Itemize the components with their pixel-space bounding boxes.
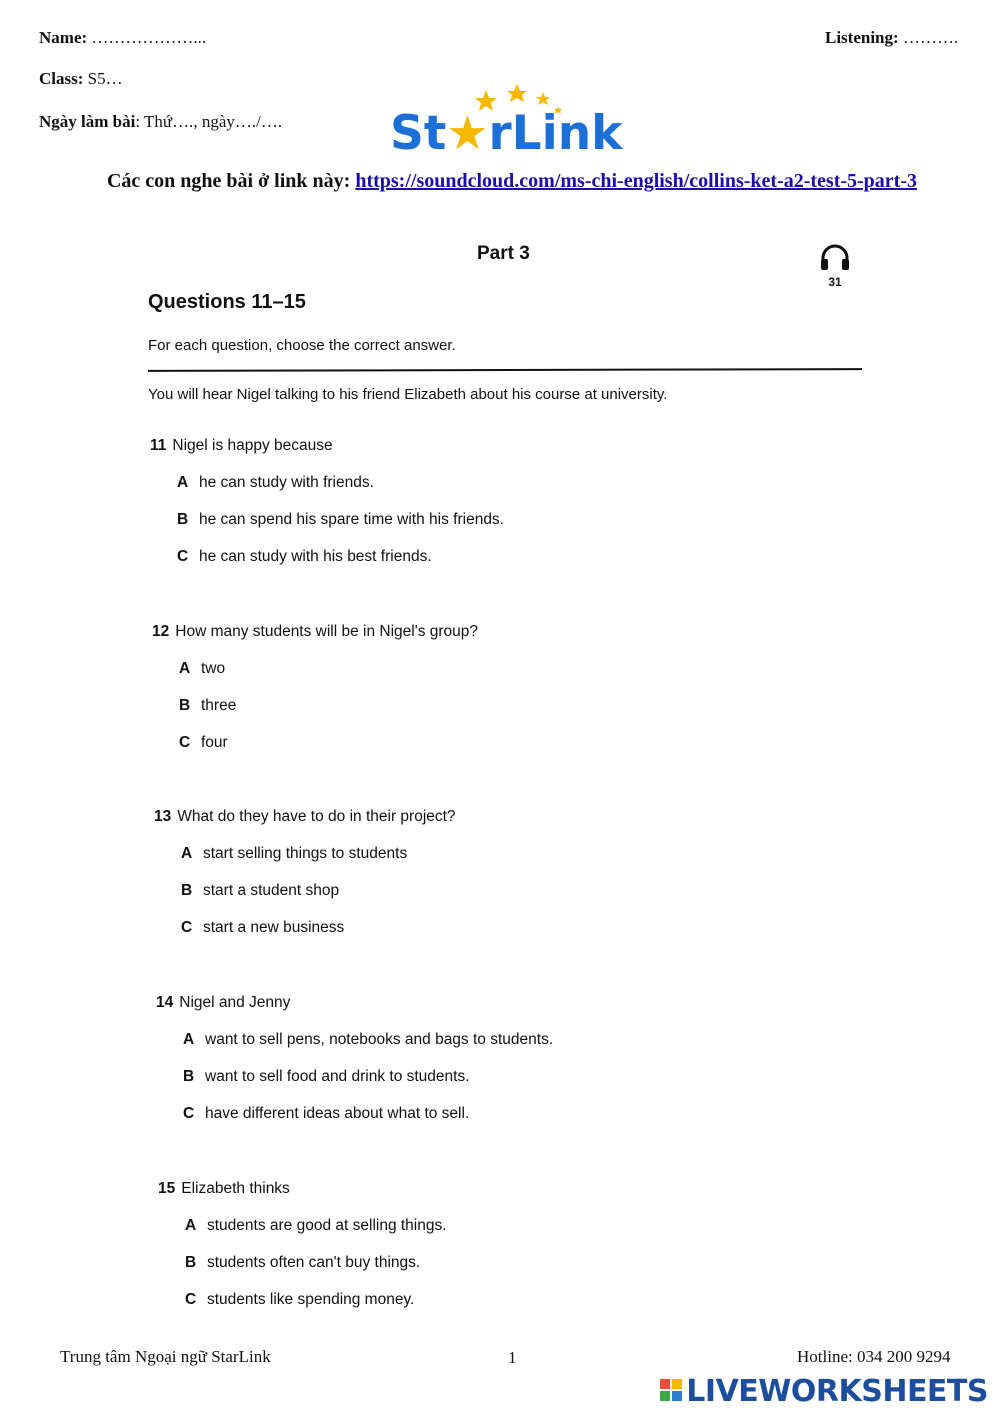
option-letter: B [183, 1068, 195, 1085]
option-letter: B [177, 511, 189, 528]
option-11-a[interactable] [177, 474, 374, 492]
option-14-c[interactable] [183, 1105, 469, 1123]
name-field: Name: ………………... [39, 28, 207, 47]
questions-heading: Questions 11–15 [148, 291, 306, 313]
question-number: 14 [156, 994, 174, 1011]
option-13-a[interactable] [181, 845, 407, 863]
option-text: students are good at selling things. [207, 1217, 447, 1234]
option-text: start a student shop [203, 882, 340, 899]
option-letter: B [181, 882, 193, 899]
option-letter: A [177, 474, 189, 491]
option-12-a[interactable] [179, 660, 225, 678]
footer-center-name: Trung tâm Ngoại ngữ StarLink [60, 1347, 271, 1366]
option-14-a[interactable] [183, 1031, 553, 1049]
question-text: Nigel and Jenny [179, 994, 291, 1011]
soundcloud-link[interactable]: https://soundcloud.com/ms-chi-english/collins-ket-a2-test-5-part-3 [355, 170, 917, 192]
option-12-c[interactable] [179, 734, 228, 752]
part-title: Part 3 [477, 243, 530, 264]
option-11-c[interactable] [177, 548, 432, 566]
question-11 [150, 437, 333, 455]
footer-hotline: Hotline: 034 200 9294 [797, 1347, 951, 1366]
question-text: How many students will be in Nigel's group? [175, 623, 479, 640]
logo-wordmark: St★rLink [390, 106, 623, 161]
logo-star-icon: ★ [446, 106, 489, 161]
option-15-c[interactable] [185, 1291, 414, 1309]
option-letter: B [179, 697, 191, 714]
track-number: 31 [828, 275, 842, 289]
option-text: he can spend his spare time with his friends. [199, 511, 504, 528]
question-12 [152, 623, 478, 641]
question-number: 13 [154, 808, 172, 825]
listening-instruction: Các con nghe bài ở link này: https://soundcloud.com/ms-chi-english/collins-ket-a2-test-5-part-3 [106, 170, 917, 192]
option-letter: A [179, 660, 191, 677]
date-field: Ngày làm bài: Thứ…., ngày…./…. [39, 112, 283, 131]
listening-value: ………. [902, 28, 959, 47]
option-letter: C [185, 1291, 197, 1308]
option-letter: C [179, 734, 191, 751]
option-letter: A [185, 1217, 197, 1234]
option-text: he can study with friends. [199, 474, 374, 491]
option-letter: A [183, 1031, 195, 1048]
option-text: start selling things to students [203, 845, 408, 862]
question-14 [156, 994, 290, 1012]
listening-score-field: Listening: ………. [825, 28, 959, 47]
starlink-logo [390, 82, 635, 162]
audio-track-indicator [818, 243, 852, 289]
question-number: 15 [158, 1180, 176, 1197]
question-text: What do they have to do in their project? [177, 808, 456, 825]
question-text: Nigel is happy because [172, 437, 333, 454]
option-11-b[interactable] [177, 511, 504, 529]
option-letter: C [183, 1105, 195, 1122]
class-value: S5… [87, 69, 123, 88]
divider [148, 368, 862, 372]
option-letter: B [185, 1254, 197, 1271]
option-letter: C [177, 548, 189, 565]
option-15-a[interactable] [185, 1217, 447, 1235]
question-13 [154, 808, 456, 826]
option-letter: A [181, 845, 193, 862]
option-text: students like spending money. [207, 1291, 415, 1308]
option-text: start a new business [203, 919, 345, 936]
liveworksheets-logo-icon [660, 1379, 682, 1401]
class-field: Class: S5… [39, 69, 123, 88]
name-value: ………………... [91, 28, 207, 47]
question-number: 11 [150, 437, 167, 454]
option-13-b[interactable] [181, 882, 339, 900]
option-text: want to sell food and drink to students. [205, 1068, 470, 1085]
option-13-c[interactable] [181, 919, 344, 937]
date-value: : Thứ…., ngày…./…. [135, 112, 283, 131]
option-text: students often can't buy things. [207, 1254, 421, 1271]
liveworksheets-watermark: LIVEWORKSHEETS [660, 1374, 988, 1409]
option-12-b[interactable] [179, 697, 236, 715]
question-text: Elizabeth thinks [181, 1180, 290, 1197]
direction-text: For each question, choose the correct answer. [148, 337, 456, 354]
page-number: 1 [508, 1348, 517, 1367]
context-text: You will hear Nigel talking to his friend Elizabeth about his course at university. [148, 386, 668, 403]
option-14-b[interactable] [183, 1068, 470, 1086]
option-text: three [201, 697, 237, 714]
question-15 [158, 1180, 290, 1198]
option-text: four [201, 734, 228, 751]
question-number: 12 [152, 623, 170, 640]
option-text: want to sell pens, notebooks and bags to students. [205, 1031, 554, 1048]
option-letter: C [181, 919, 193, 936]
headphones-icon [818, 243, 852, 273]
option-text: two [201, 660, 226, 677]
option-15-b[interactable] [185, 1254, 420, 1272]
option-text: have different ideas about what to sell. [205, 1105, 470, 1122]
option-text: he can study with his best friends. [199, 548, 432, 565]
